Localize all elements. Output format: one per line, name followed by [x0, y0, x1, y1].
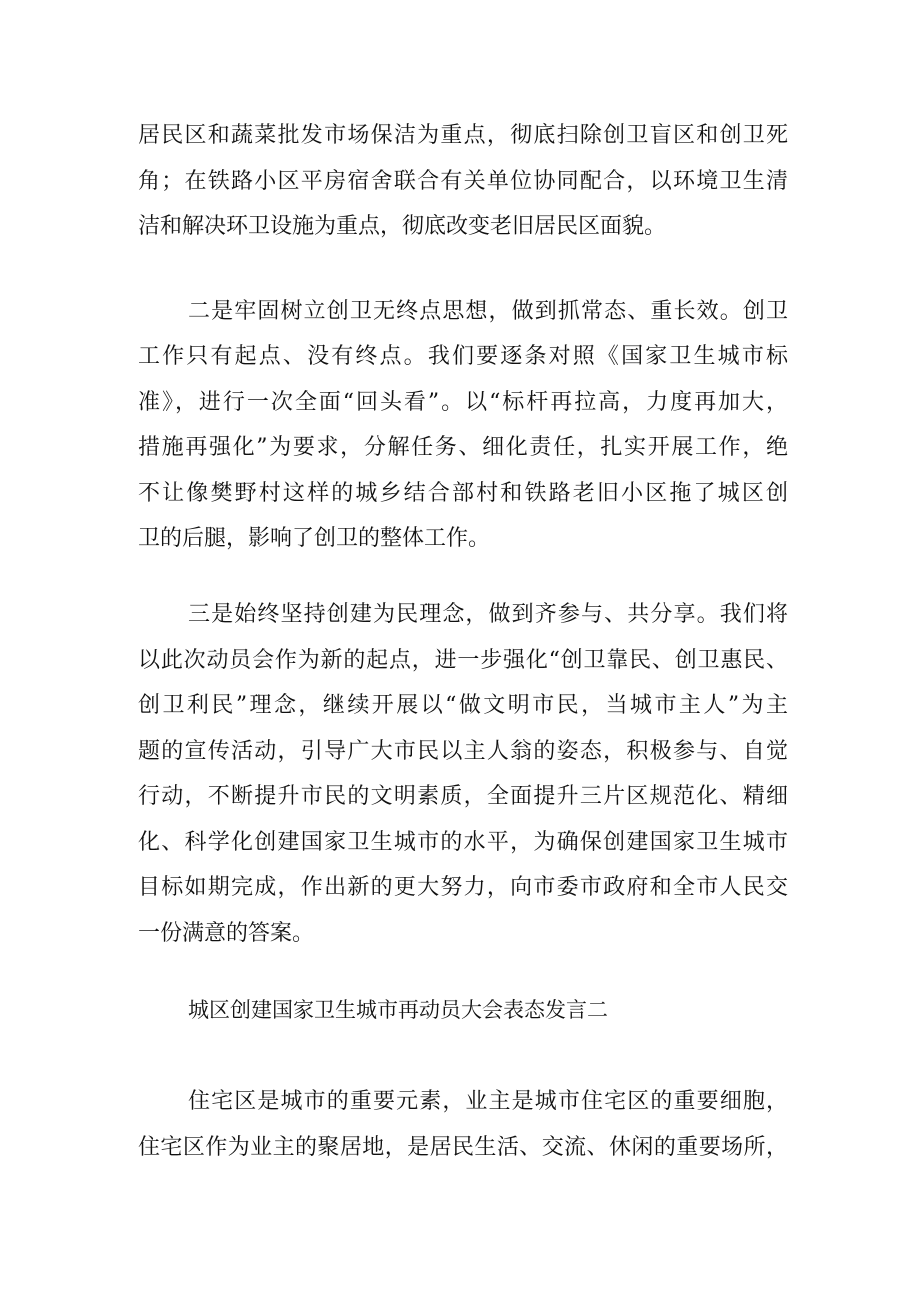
text-line: 化、科学化创建国家卫生城市的水平，为确保创建国家卫生城市 — [138, 830, 788, 855]
text-line: 住宅区作为业主的聚居地，是居民生活、交流、休闲的重要场所， — [138, 1135, 788, 1160]
text-line: 卫的后腿，影响了创卫的整体工作。 — [138, 526, 491, 551]
text-line: 角；在铁路小区平房宿舍联合有关单位协同配合，以环境卫生清 — [138, 169, 788, 194]
text-line: 行动，不断提升市民的文明素质，全面提升三片区规范化、精细 — [138, 784, 788, 809]
text-line: 题的宣传活动，引导广大市民以主人翁的姿态，积极参与、自觉 — [138, 739, 788, 764]
text-line: 居民区和蔬菜批发市场保洁为重点，彻底扫除创卫盲区和创卫死 — [138, 123, 788, 148]
text-line: 三是始终坚持创建为民理念，做到齐参与、共分享。我们将 — [188, 602, 788, 627]
text-line: 创卫利民”理念，继续开展以“做文明市民，当城市主人”为主 — [138, 693, 788, 718]
text-line: 一份满意的答案。 — [138, 921, 315, 946]
text-line: 目标如期完成，作出新的更大努力，向市委市政府和全市人民交 — [138, 875, 788, 900]
section-title: 城区创建国家卫生城市再动员大会表态发言二 — [188, 998, 608, 1022]
text-line: 措施再强化”为要求，分解任务、细化责任，扎实开展工作，绝 — [138, 435, 788, 460]
text-line: 以此次动员会作为新的起点，进一步强化“创卫靠民、创卫惠民、 — [138, 648, 788, 673]
text-line: 住宅区是城市的重要元素，业主是城市住宅区的重要细胞， — [188, 1089, 788, 1114]
text-line: 工作只有起点、没有终点。我们要逐条对照《国家卫生城市标 — [138, 344, 788, 369]
text-line: 不让像樊野村这样的城乡结合部村和铁路老旧小区拖了城区创 — [138, 481, 788, 506]
text-line: 二是牢固树立创卫无终点思想，做到抓常态、重长效。创卫 — [188, 299, 788, 324]
text-line: 准》，进行一次全面“回头看”。以“标杆再拉高，力度再加大， — [138, 390, 788, 415]
text-line: 洁和解决环卫设施为重点，彻底改变老旧居民区面貌。 — [138, 214, 667, 239]
